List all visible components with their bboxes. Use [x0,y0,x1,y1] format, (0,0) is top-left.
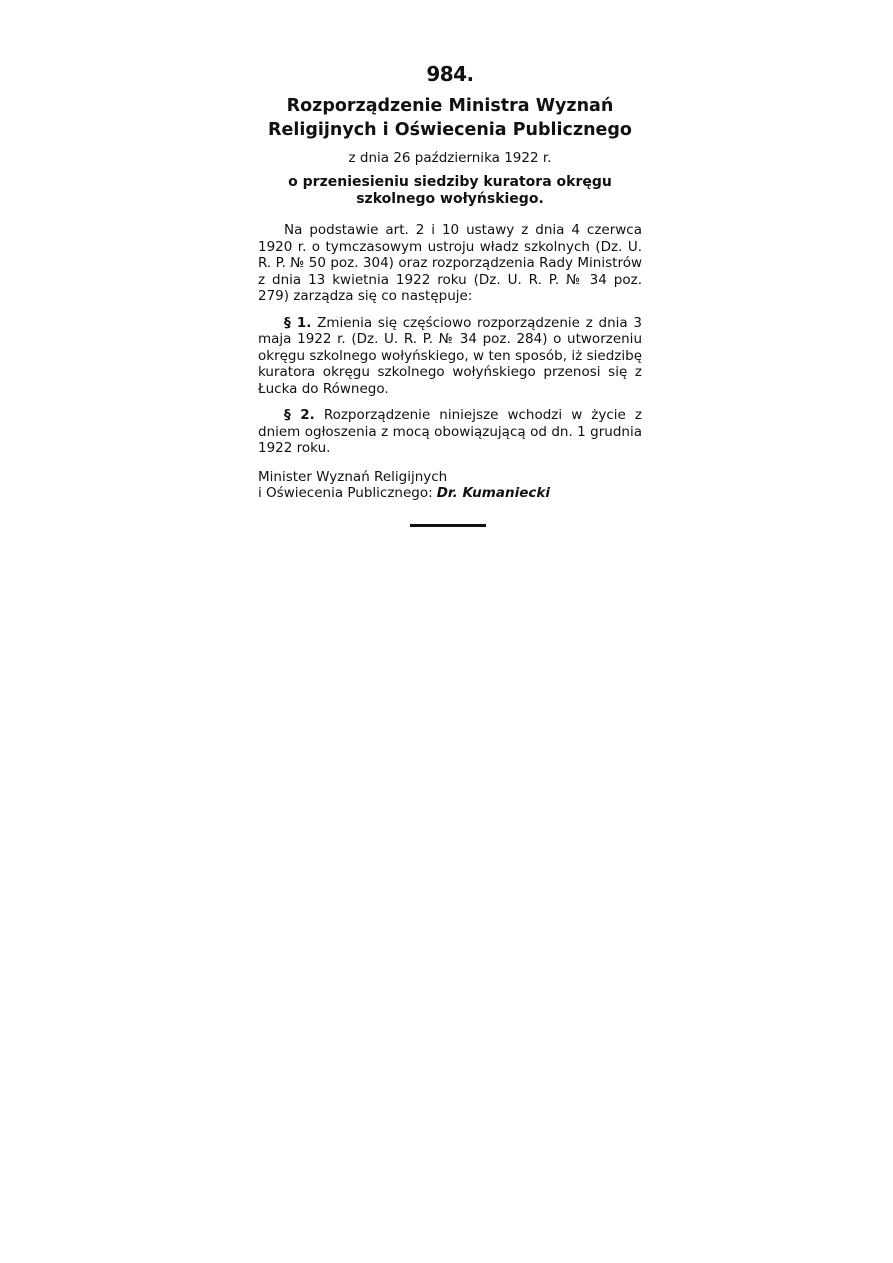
section-1 [258,315,642,398]
regulation-date: z dnia 26 października 1922 r. [348,150,552,166]
signature-title: i Oświecenia Publicznego: [258,485,433,501]
document-page [258,62,642,527]
signature-block [258,469,642,502]
section-1-text: Zmienia się częściowo rozporządzenie z dnia 3 maja 1922 r. (Dz. U. R. P. № 34 poz. 284) o utworzeniu okręgu szkolnego wołyńskiego, w ten sposób, iż siedzibę kuratora okręgu szkolnego wołyńskiego przenosi się z Łucka do Równego. [258,314,642,397]
regulation-subject [258,174,642,208]
title-line-1: Rozporządzenie Ministra Wyznań [286,96,614,116]
closing-rule [410,524,486,527]
section-2-text: Rozporządzenie niniejsze wchodzi w życie z dniem ogłoszenia z mocą obowiązującą od dn. 1 grudnia 1922 roku. [258,407,642,456]
title-line-2: Religijnych i Oświecenia Publicznego [268,120,632,140]
subject-line-2: szkolnego wołyńskiego. [356,191,544,207]
subject-line-1: o przeniesieniu siedziby kuratora okręgu [288,174,612,190]
section-1-mark: § 1. [284,314,312,331]
section-2-mark: § 2. [284,407,315,423]
regulation-title [258,94,642,142]
signature-line-2 [258,485,642,502]
signatory-name: Dr. Kumaniecki [436,485,550,501]
section-2 [258,407,642,457]
signature-line-1: Minister Wyznań Religijnych [258,468,448,485]
page-number: 984. [426,62,474,86]
preamble-paragraph: Na podstawie art. 2 i 10 ustawy z dnia 4 czerwca 1920 r. o tymczasowym ustroju władz szkolnych (Dz. U. R. P. № 50 poz. 304) oraz rozporządzenia Rady Ministrów z dnia 13 kwietnia 1922 roku (Dz. U. R. P. № 34 poz. 279) zarządza się co następuje: [258,222,642,304]
